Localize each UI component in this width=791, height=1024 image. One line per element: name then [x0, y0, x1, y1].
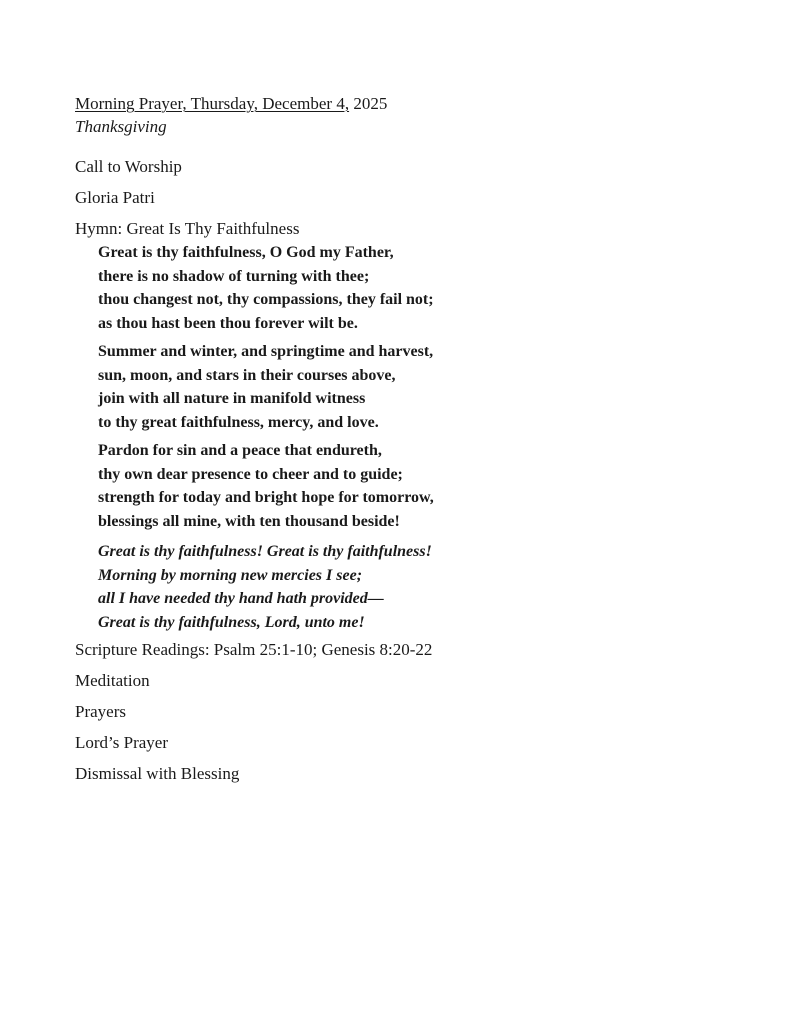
refrain-line: Great is thy faithfulness, Lord, unto me!	[98, 613, 365, 631]
gloria-patri: Gloria Patri	[75, 188, 155, 207]
verse-line: Great is thy faithfulness, O God my Father,	[98, 244, 394, 261]
dismissal-with-blessing: Dismissal with Blessing	[75, 764, 240, 783]
refrain-line: all I have needed thy hand hath provided—	[98, 590, 384, 607]
verse-line: Summer and winter, and springtime and harvest,	[98, 343, 434, 360]
refrain-line: Great is thy faithfulness! Great is thy faithfulness!	[98, 543, 432, 560]
call-to-worship: Call to Worship	[75, 157, 182, 176]
title-year: 2025	[353, 94, 388, 113]
verse-line: blessings all mine, with ten thousand beside!	[98, 512, 400, 530]
lords-prayer: Lord’s Prayer	[75, 733, 169, 752]
verse-line: thou changest not, thy compassions, they fail not;	[98, 291, 434, 308]
refrain-line: Morning by morning new mercies I see;	[98, 566, 363, 584]
prayers: Prayers	[75, 702, 126, 721]
verse-line: strength for today and bright hope for tomorrow,	[98, 489, 434, 506]
verse-line: thy own dear presence to cheer and to guide;	[98, 465, 403, 483]
scripture-readings: Scripture Readings: Psalm 25:1-10; Genesis 8:20-22	[75, 640, 433, 659]
hymn-heading: Hymn: Great Is Thy Faithfulness	[75, 219, 300, 238]
page-subtitle: Thanksgiving	[75, 117, 167, 136]
verse-line: as thou hast been thou forever wilt be.	[98, 314, 358, 332]
verse-line: there is no shadow of turning with thee;	[98, 267, 370, 285]
verse-line: join with all nature in manifold witness	[98, 390, 366, 407]
verse-line: Pardon for sin and a peace that endureth,	[98, 442, 382, 459]
page-title	[75, 93, 715, 115]
hymn-verse-1	[98, 241, 738, 335]
verse-line: to thy great faithfulness, mercy, and love.	[98, 413, 379, 431]
hymn-verse-2	[98, 340, 738, 434]
title-date: Morning Prayer, Thursday, December 4,	[75, 94, 350, 113]
hymn-verse-3	[98, 439, 738, 533]
document-header	[75, 93, 715, 139]
hymn-refrain	[98, 540, 738, 634]
meditation: Meditation	[75, 671, 150, 690]
verse-line: sun, moon, and stars in their courses above,	[98, 366, 396, 384]
